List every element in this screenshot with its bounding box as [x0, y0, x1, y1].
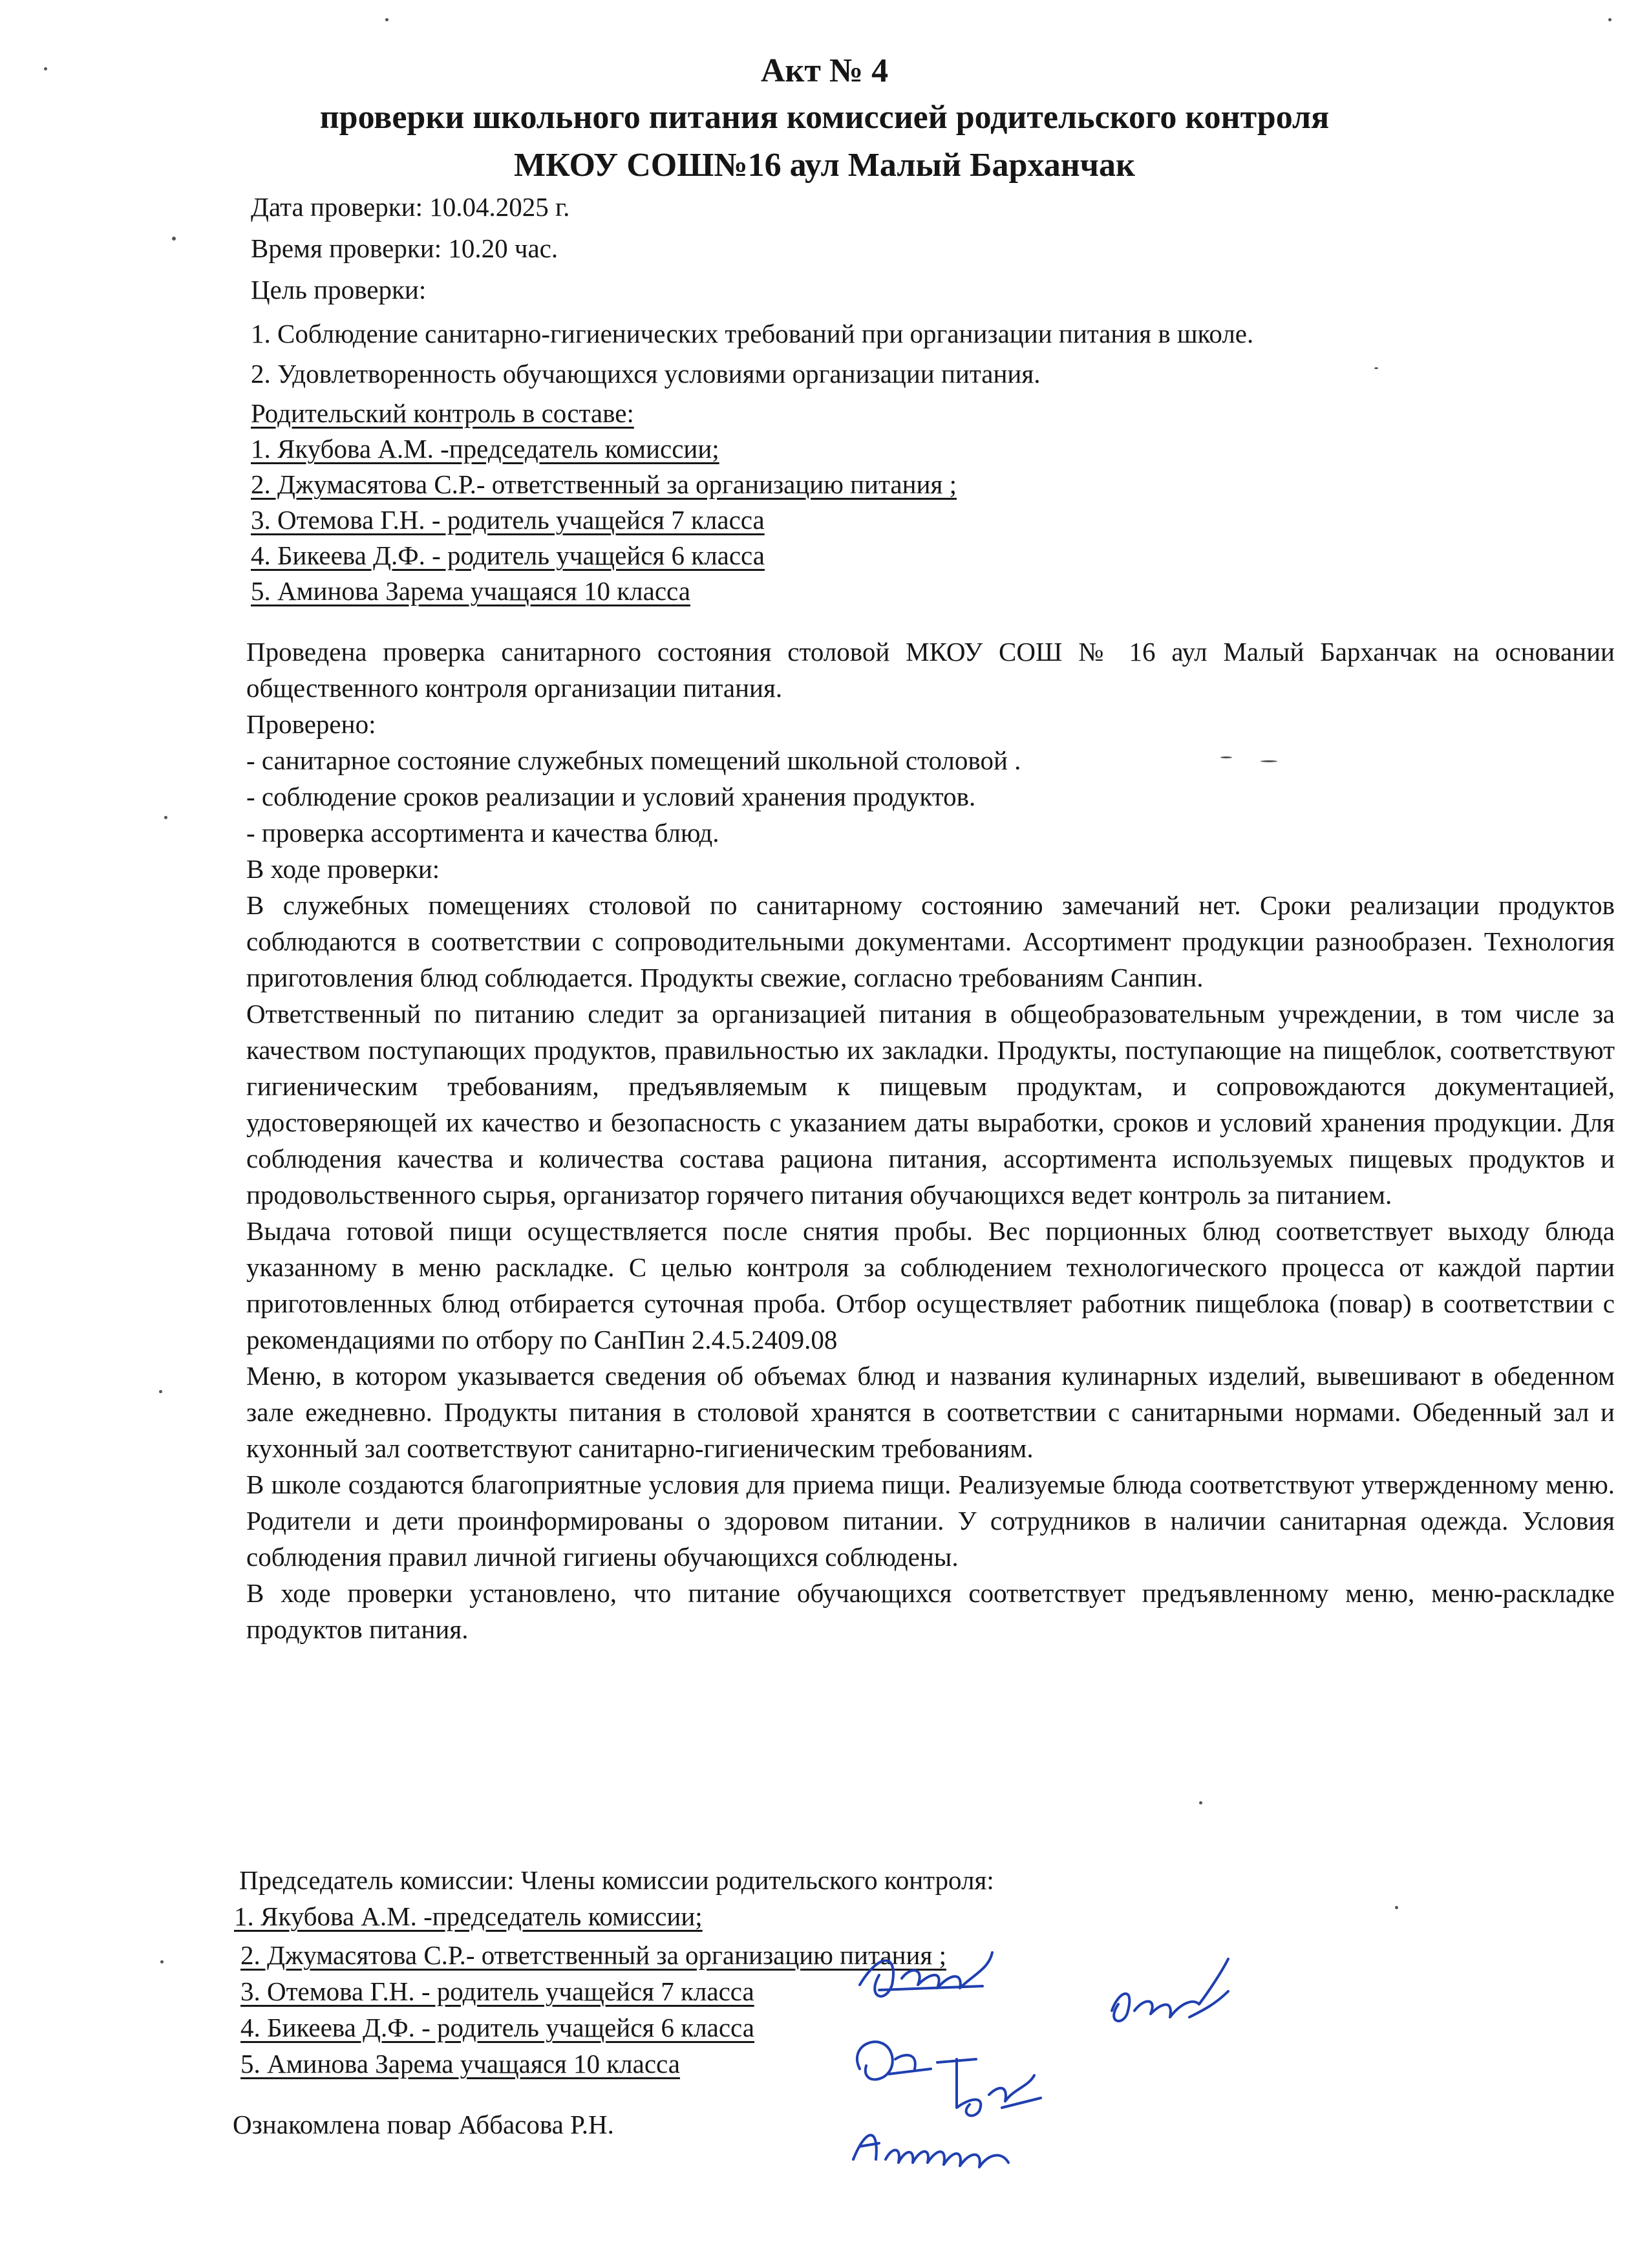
scan-speck [172, 237, 176, 241]
findings-paragraph: Ответственный по питанию следит за организацией питания в общеобразовательным учреждении, в том числе за качеством поступающих продуктов, правильностью их закладки. Продукты, поступающие на пищеблок, соответствуют гигиеническим требованиям, предъявляемым к пищевым продуктам, и сопровождаются документацией, удостоверяющей их качество и безопасность с указанием даты выработки, сроков и условий хранения продукции. Для соблюдения качества и количества состава рациона питания, ассортимента используемых пищевых продуктов и продовольственного сырья, организатор горячего питания обучающихся ведет контроль за питанием. [246, 999, 1615, 1210]
signature-aminova [853, 2135, 1008, 2168]
findings-paragraph: В школе создаются благоприятные условия для приема пищи. Реализуемые блюда соответствуют утвержденному меню. Родители и дети проинформированы о здоровом питании. У сотрудников в наличии санитарная одежда. Условия соблюдения правил личной гигиены обучающихся соблюдены. [246, 1470, 1615, 1572]
signature-member: 1. Якубова А.М. -председатель комиссии; [234, 1901, 703, 1931]
scan-speck [1261, 760, 1277, 762]
intro-paragraph: Проведена проверка санитарного состояния столовой МКОУ СОШ № 16 аул Малый Барханчак на основании общественного контроля организации питания. [246, 637, 1615, 703]
inspection-date: Дата проверки: 10.04.2025 г. [251, 192, 570, 222]
during-label: В ходе проверки: [246, 854, 440, 884]
scan-speck [160, 1960, 164, 1963]
conclusion-paragraph: В ходе проверки установлено, что питание обучающихся соответствует предъявленному меню, меню-раскладке продуктов питания. [246, 1578, 1615, 1644]
goal-label: Цель проверки: [251, 275, 427, 305]
findings-paragraph: Выдача готовой пищи осуществляется после снятия пробы. Вес порционных блюд соответствует выходу блюда указанному в меню раскладке. С целью контроля за соблюдением технологического процесса от каждой партии приготовленных блюд отбирается суточная проба. Отбор осуществляет работник пищеблока (повар) в соответствии с рекомендациями по отбору по СанПин 2.4.5.2409.08 [246, 1216, 1615, 1354]
findings-paragraph: В служебных помещениях столовой по санитарному состоянию замечаний нет. Сроки реализации продуктов соблюдаются в соответствии с сопроводительными документами. Ассортимент продукции разнообразен. Технология приготовления блюд соблюдается. Продукты свежие, согласно требованиям Санпин. [246, 890, 1615, 992]
scan-speck [159, 1390, 162, 1393]
handwritten-signatures [840, 1914, 1280, 2224]
inspection-time: Время проверки: 10.20 час. [251, 233, 559, 263]
scan-speck [1608, 18, 1612, 21]
scan-speck [164, 816, 167, 819]
commission-member: 2. Джумасятова С.Р.- ответственный за организацию питания ; [251, 469, 957, 499]
scan-speck [1199, 1801, 1202, 1804]
scan-speck [1374, 367, 1378, 369]
scan-speck [1220, 756, 1232, 758]
signature-member: 5. Аминова Зарема учащаяся 10 класса [240, 2049, 680, 2079]
signature-otemova [857, 2042, 931, 2079]
commission-member: 3. Отемова Г.Н. - родитель учащейся 7 класса [251, 505, 765, 535]
signature-member: 2. Джумасятова С.Р.- ответственный за организацию питания ; [240, 1940, 946, 1970]
checked-item: - проверка ассортимента и качества блюд. [246, 818, 719, 848]
signature-bikeeva [937, 2059, 1041, 2115]
commission-member: 4. Бикеева Д.Ф. - родитель учащейся 6 класса [251, 540, 765, 570]
school-name: МКОУ СОШ№16 аул Малый Барханчак [514, 147, 1135, 184]
signature-dzhumasyatova [1112, 1959, 1228, 2021]
commission-member: 1. Якубова А.М. -председатель комиссии; [251, 434, 719, 464]
scan-speck [385, 18, 388, 21]
scan-speck [44, 67, 47, 70]
checked-label: Проверено: [246, 709, 376, 739]
goal-item: 1. Соблюдение санитарно-гигиенических требований при организации питания в школе. [251, 319, 1254, 348]
scan-speck [1395, 1906, 1398, 1909]
signature-chairman [860, 1952, 992, 1996]
checked-item: - соблюдение сроков реализации и условий хранения продуктов. [246, 782, 976, 811]
checked-item: - санитарное состояние служебных помещений школьной столовой . [246, 745, 1021, 775]
commission-label: Родительский контроль в составе: [251, 398, 634, 428]
commission-member: 5. Аминова Зарема учащаяся 10 класса [251, 576, 690, 606]
signature-scribbles [840, 1914, 1280, 2224]
findings-paragraph: Меню, в котором указывается сведения об объемах блюд и названия кулинарных изделий, вывешивают в обеденном зале ежедневно. Продукты питания в столовой хранятся в соответствии с санитарными нормами. Обеденный зал и кухонный зал соответствуют санитарно-гигиеническим требованиям. [246, 1361, 1615, 1463]
signatures-heading: Председатель комиссии: Члены комиссии родительского контроля: [239, 1865, 994, 1895]
document-subtitle: проверки школьного питания комиссией родительского контроля [319, 99, 1330, 136]
acknowledgement: Ознакомлена повар Аббасова Р.Н. [233, 2110, 614, 2139]
signature-member: 4. Бикеева Д.Ф. - родитель учащейся 6 класса [240, 2013, 754, 2042]
signature-member: 3. Отемова Г.Н. - родитель учащейся 7 класса [240, 1976, 754, 2006]
goal-item: 2. Удовлетворенность обучающихся условиями организации питания. [251, 359, 1041, 389]
body-text [246, 634, 1615, 1647]
document-title: Акт № 4 [760, 52, 889, 89]
